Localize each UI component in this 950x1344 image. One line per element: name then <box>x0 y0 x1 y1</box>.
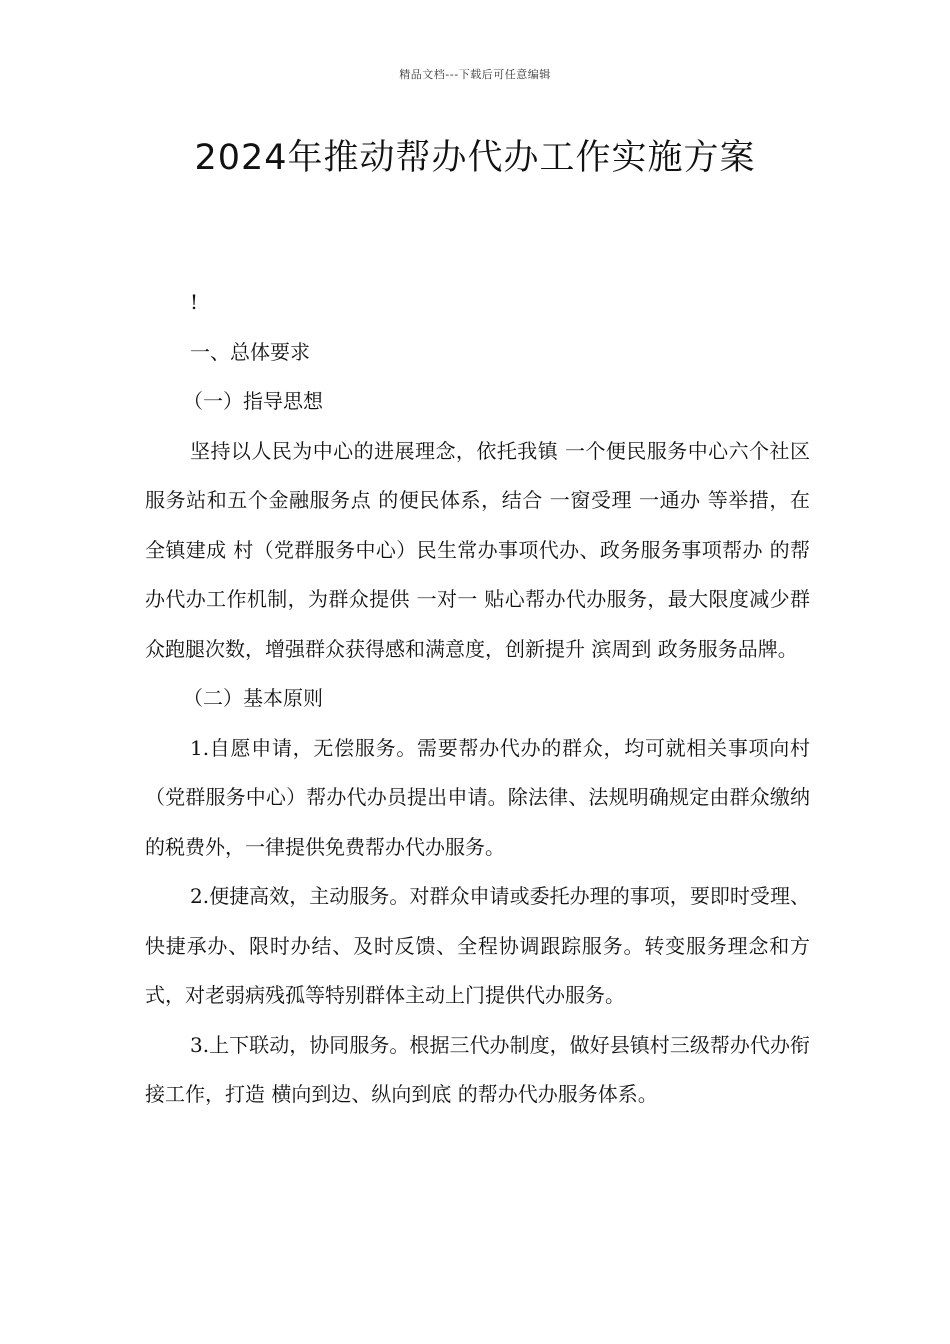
subsection-heading: （二）基本原则 <box>183 686 323 710</box>
subsection-heading: （一）指导思想 <box>183 389 323 413</box>
paragraph: 1.自愿申请，无偿服务。需要帮办代办的群众，均可就相关事项向村（党群服务中心）帮办代办员提出申请。除法律、法规明确规定由群众缴纳的税费外，一律提供免费帮办代办服务。 <box>145 735 810 859</box>
paragraph: 3.上下联动，协同服务。根据三代办制度，做好县镇村三级帮办代办衔接工作，打造 横向到边、纵向到底 的帮办代办服务体系。 <box>145 1032 810 1106</box>
header-note: 精品文档---下载后可任意编辑 <box>399 68 551 81</box>
document-title: 2024年推动帮办代办工作实施方案 <box>194 138 756 178</box>
section-heading: 一、总体要求 <box>190 339 310 364</box>
paragraph: 坚持以人民为中心的进展理念，依托我镇 一个便民服务中心六个社区服务站和五个金融服务点 的便民体系，结合 一窗受理 一通办 等举措，在全镇建成 村（党群服务中心）民生常办事项代办、政务服务事项帮办 的帮办代办工作机制，为群众提供 一对一 贴心帮办代办服务，最大限度减少群众跑腿次数，增强群众获得感和满意度，创新提升 滨周到 政务服务品牌。 <box>145 438 810 661</box>
paragraph: 2.便捷高效，主动服务。对群众申请或委托办理的事项，要即时受理、快捷承办、限时办结、及时反馈、全程协调跟踪服务。转变服务理念和方式，对老弱病残孤等特别群体主动上门提供代办服务。 <box>145 884 810 1007</box>
paragraph-marker: ! <box>190 290 199 314</box>
document-body <box>145 278 810 1120</box>
